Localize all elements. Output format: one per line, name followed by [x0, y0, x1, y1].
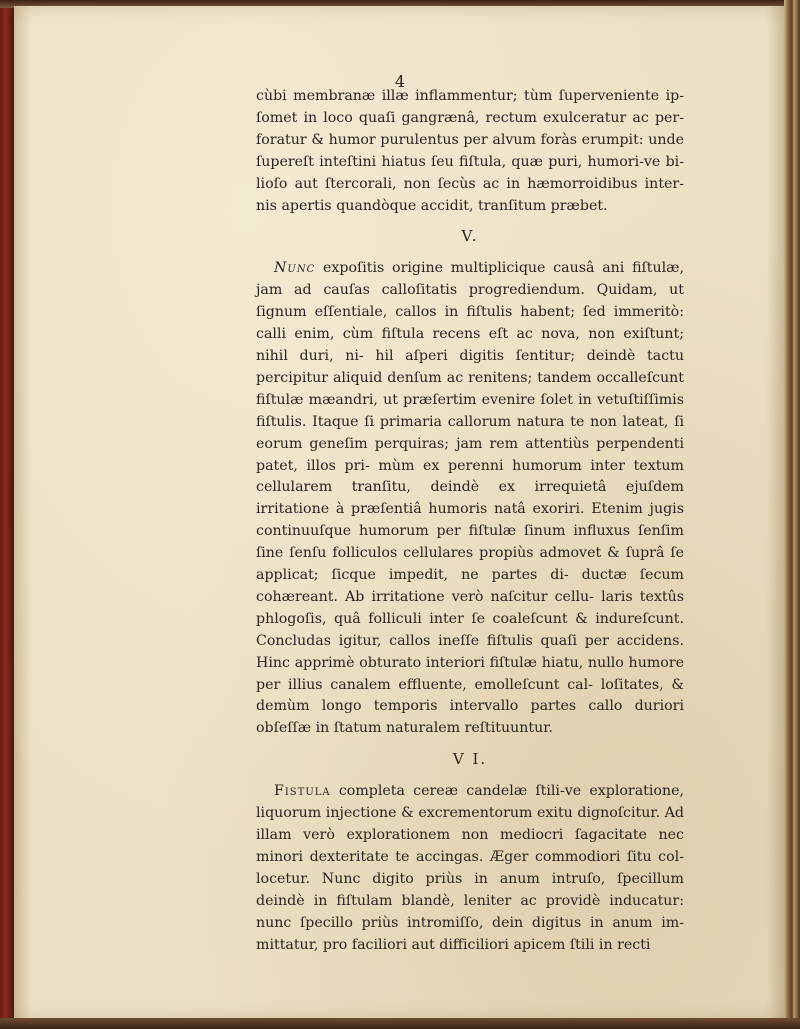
paragraph-section-vi	[256, 781, 684, 956]
section-heading-vi: V I.	[452, 750, 488, 769]
section-vi-text: completa cereæ candelæ ſtili-ve exploratione, liquorum injectione & excrementorum exitu dignoſcitur. Ad illam verò explorationem non mediocri ſagacitate nec minori dexteritate te accingas. Æger commodiori ſitu col- locetur. Nunc digito priùs in anum intruſo, ſpecillum deindè in fiſtulam blandè, leniter ac providè inducatur: nunc ſpecillo priùs intromiſſo, dein digitus in anum im- mittatur, pro faciliori aut difficiliori apicem ſtili in recti	[256, 783, 684, 953]
section-v-text: expoſitis origine multiplicique causâ ani fiſtulæ, jam ad cauſas calloſitatis progrediendum. Quidam, ut ſignum eſſentiale, callos in fiſtulis habent; ſed immeritò: calli enim, cùm fiſtula recens eſt ac nova, non exiſtunt; nihil duri, ni- hil aſperi digitis ſentitur; deindè tactu percipitur aliquid denſum ac renitens; tandem occalleſcunt fiſtulæ mæandri, ut præſertim evenire ſolet in vetuſtiſſimis fiſtulis. Itaque ſi primaria callorum natura te non lateat, ſi eorum geneſim perquiras; jam rem attentiùs perpendenti patet, illos pri- mùm ex perenni humorum inter textum cellularem tranſitu, deindè ex irrequietâ ejuſdem irritatione à præſentiâ humoris natâ exoriri. Etenim jugis continuuſque humorum per fiſtulæ ſinum influxus ſenſim ſine ſenſu folliculos cellulares propiùs admovet & ſuprâ ſe applicat; ſicque impedit, ne partes di- ductæ ſecum cohæreant. Ab irritatione verò naſcitur cellu- laris textûs phlogoſis, quâ folliculi inter ſe coaleſcunt & indureſcunt. Concludas igitur, callos ineſſe fiſtulis quaſi per accidens. Hinc apprimè obturato interiori fiſtulæ hiatu, nullo humore per illius canalem effluente, emolleſcunt cal- loſitates, & demùm longo temporis intervallo partes callo duriori obſeſſæ in ſtatum naturalem reſtituuntur.	[256, 260, 684, 737]
paragraph-continuation: cùbi membranæ illæ inflammentur; tùm ſuperveniente ip- ſomet in loco quaſi gangrænâ, rectum exulceratur ac per- foratur & humor purulentus per alvum foràs erumpit: unde ſupereſt inteſtini hiatus ſeu fiſtula, quæ puri, humori-ve bi- lioſo aut ſtercorali, non ſecùs ac in hæmorroidibus inter- nis apertis quandòque accidit, tranſitum præbet.	[256, 88, 684, 214]
page-number: 4	[394, 72, 406, 91]
book-bottom-edge	[0, 1018, 800, 1029]
text-block	[256, 86, 684, 956]
section-vi-lead-word: Fistula	[274, 783, 331, 800]
section-v-lead-word: Nunc	[274, 260, 316, 277]
paragraph-section-v	[256, 258, 684, 740]
section-heading-v: V.	[461, 227, 479, 246]
book-gutter-edge	[784, 0, 800, 1029]
